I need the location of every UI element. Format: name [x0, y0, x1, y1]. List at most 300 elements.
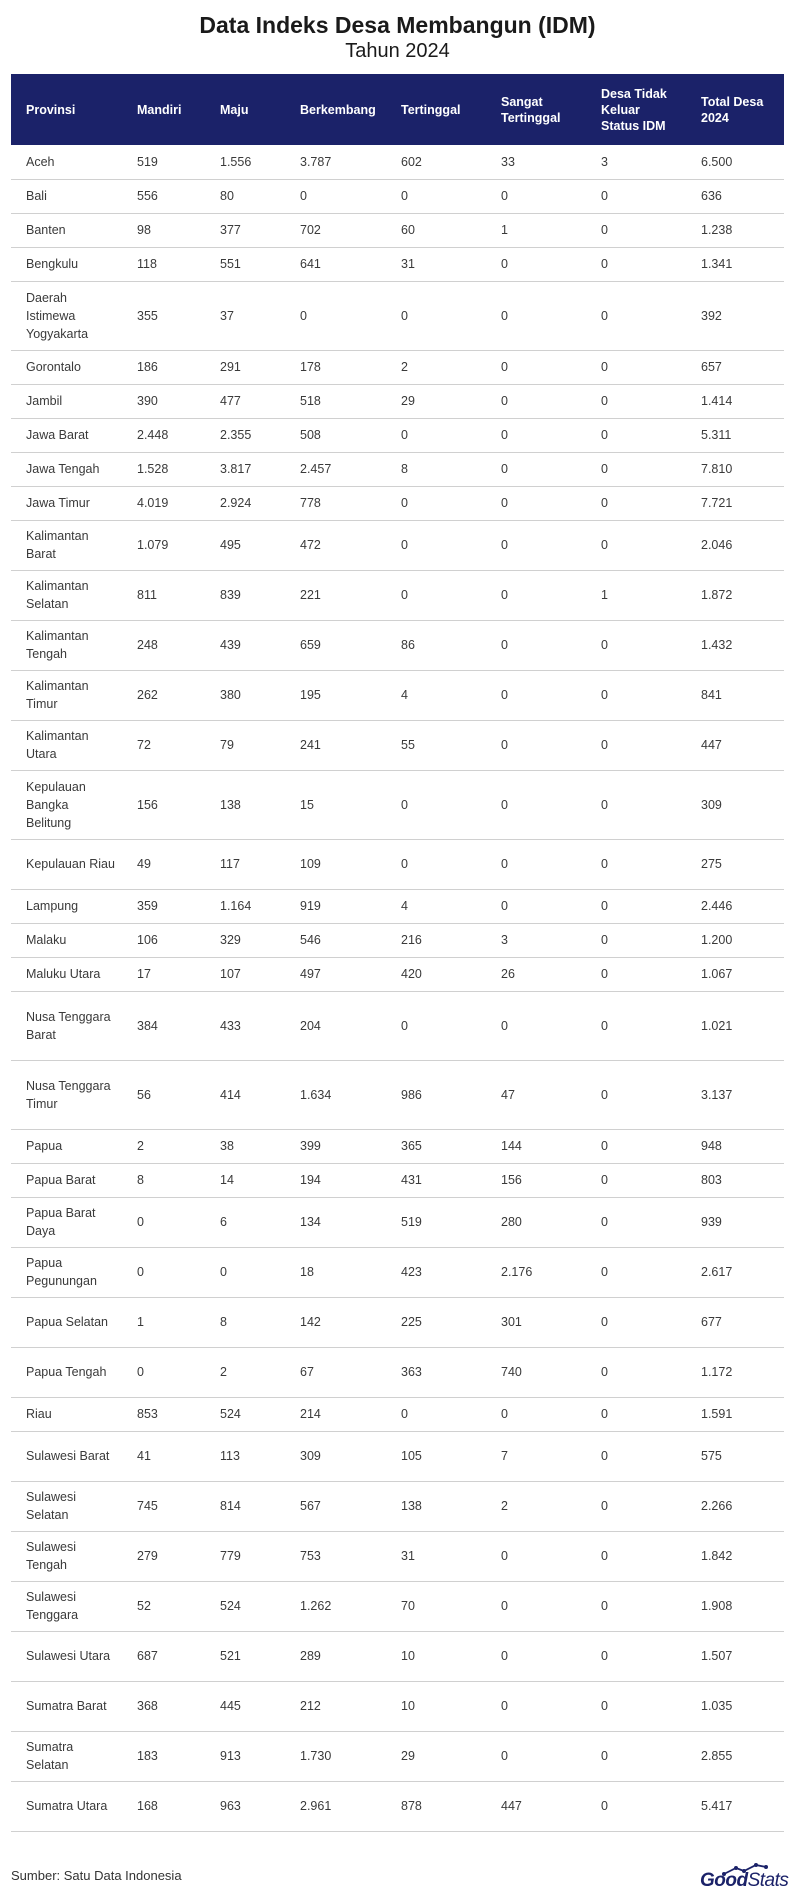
table-row — [11, 991, 784, 1060]
value-cell: 2 — [486, 1481, 586, 1531]
value-cell: 3.787 — [285, 145, 386, 179]
value-cell: 60 — [386, 213, 486, 247]
province-cell: Papua — [11, 1129, 122, 1163]
value-cell: 0 — [586, 418, 686, 452]
value-cell: 7 — [486, 1431, 586, 1481]
province-cell: Kalimantan Barat — [11, 520, 122, 570]
value-cell: 1.414 — [686, 384, 784, 418]
value-cell: 0 — [586, 1781, 686, 1831]
value-cell: 29 — [386, 384, 486, 418]
province-cell: Bali — [11, 179, 122, 213]
province-cell: Nusa Tenggara Timur — [11, 1060, 122, 1129]
value-cell: 0 — [486, 486, 586, 520]
column-header: Desa Tidak Keluar Status IDM — [601, 86, 667, 133]
value-cell: 0 — [122, 1247, 205, 1297]
province-cell: Sumatra Selatan — [11, 1731, 122, 1781]
value-cell: 0 — [486, 570, 586, 620]
value-cell: 0 — [586, 486, 686, 520]
value-cell: 399 — [285, 1129, 386, 1163]
province-cell: Jawa Barat — [11, 418, 122, 452]
idm-table — [11, 74, 784, 1832]
province-cell: Sulawesi Utara — [11, 1631, 122, 1681]
value-cell: 301 — [486, 1297, 586, 1347]
value-cell: 659 — [285, 620, 386, 670]
value-cell: 1.507 — [686, 1631, 784, 1681]
value-cell: 2.176 — [486, 1247, 586, 1297]
table-row — [11, 1297, 784, 1347]
value-cell: 0 — [386, 179, 486, 213]
table-row — [11, 1681, 784, 1731]
value-cell: 0 — [586, 1731, 686, 1781]
value-cell: 0 — [122, 1347, 205, 1397]
value-cell: 214 — [285, 1397, 386, 1431]
province-cell: Kalimantan Selatan — [11, 570, 122, 620]
value-cell: 702 — [285, 213, 386, 247]
value-cell: 7.810 — [686, 452, 784, 486]
value-cell: 0 — [486, 281, 586, 350]
value-cell: 0 — [586, 991, 686, 1060]
province-cell: Kepulauan Riau — [11, 839, 122, 889]
value-cell: 1.067 — [686, 957, 784, 991]
value-cell: 31 — [386, 247, 486, 281]
value-cell: 262 — [122, 670, 205, 720]
logo-text-bold: Good — [700, 1870, 748, 1891]
value-cell: 225 — [386, 1297, 486, 1347]
value-cell: 1.079 — [122, 520, 205, 570]
value-cell: 5.417 — [686, 1781, 784, 1831]
province-cell: Riau — [11, 1397, 122, 1431]
value-cell: 0 — [486, 1631, 586, 1681]
province-cell: Sulawesi Selatan — [11, 1481, 122, 1531]
province-cell: Nusa Tenggara Barat — [11, 991, 122, 1060]
value-cell: 0 — [486, 1581, 586, 1631]
value-cell: 0 — [486, 770, 586, 839]
value-cell: 1.634 — [285, 1060, 386, 1129]
value-cell: 779 — [205, 1531, 285, 1581]
value-cell: 814 — [205, 1481, 285, 1531]
value-cell: 414 — [205, 1060, 285, 1129]
value-cell: 195 — [285, 670, 386, 720]
value-cell: 1.172 — [686, 1347, 784, 1397]
value-cell: 168 — [122, 1781, 205, 1831]
value-cell: 2 — [122, 1129, 205, 1163]
value-cell: 86 — [386, 620, 486, 670]
value-cell: 1.556 — [205, 145, 285, 179]
value-cell: 811 — [122, 570, 205, 620]
value-cell: 194 — [285, 1163, 386, 1197]
value-cell: 524 — [205, 1397, 285, 1431]
value-cell: 377 — [205, 213, 285, 247]
value-cell: 986 — [386, 1060, 486, 1129]
value-cell: 508 — [285, 418, 386, 452]
value-cell: 380 — [205, 670, 285, 720]
value-cell: 641 — [285, 247, 386, 281]
value-cell: 4.019 — [122, 486, 205, 520]
table-header — [11, 74, 784, 145]
value-cell: 0 — [586, 350, 686, 384]
value-cell: 1.200 — [686, 923, 784, 957]
column-header: Berkembang — [300, 102, 376, 117]
value-cell: 2.924 — [205, 486, 285, 520]
province-cell: Papua Barat Daya — [11, 1197, 122, 1247]
value-cell: 447 — [686, 720, 784, 770]
value-cell: 1 — [122, 1297, 205, 1347]
value-cell: 0 — [486, 1681, 586, 1731]
value-cell: 1.872 — [686, 570, 784, 620]
value-cell: 1.262 — [285, 1581, 386, 1631]
value-cell: 118 — [122, 247, 205, 281]
table-row — [11, 418, 784, 452]
column-header: Tertinggal — [401, 102, 461, 117]
table-row — [11, 350, 784, 384]
table-row — [11, 1731, 784, 1781]
value-cell: 0 — [486, 839, 586, 889]
chart-subtitle: Tahun 2024 — [345, 40, 450, 62]
table-row — [11, 670, 784, 720]
province-cell: Sumatra Utara — [11, 1781, 122, 1831]
value-cell: 0 — [586, 1681, 686, 1731]
value-cell: 472 — [285, 520, 386, 570]
value-cell: 1.842 — [686, 1531, 784, 1581]
value-cell: 0 — [586, 1431, 686, 1481]
value-cell: 0 — [486, 1397, 586, 1431]
value-cell: 519 — [122, 145, 205, 179]
value-cell: 3 — [586, 145, 686, 179]
value-cell: 0 — [486, 247, 586, 281]
value-cell: 657 — [686, 350, 784, 384]
table-row — [11, 1163, 784, 1197]
value-cell: 3.817 — [205, 452, 285, 486]
value-cell: 803 — [686, 1163, 784, 1197]
value-cell: 0 — [586, 520, 686, 570]
value-cell: 0 — [586, 1397, 686, 1431]
value-cell: 0 — [386, 520, 486, 570]
value-cell: 0 — [386, 486, 486, 520]
value-cell: 677 — [686, 1297, 784, 1347]
value-cell: 0 — [386, 418, 486, 452]
value-cell: 0 — [285, 179, 386, 213]
table-row — [11, 1347, 784, 1397]
value-cell: 740 — [486, 1347, 586, 1397]
value-cell: 0 — [586, 213, 686, 247]
value-cell: 18 — [285, 1247, 386, 1297]
value-cell: 575 — [686, 1431, 784, 1481]
table-row — [11, 1481, 784, 1531]
value-cell: 1 — [486, 213, 586, 247]
value-cell: 1.591 — [686, 1397, 784, 1431]
table-row — [11, 213, 784, 247]
value-cell: 1.021 — [686, 991, 784, 1060]
value-cell: 14 — [205, 1163, 285, 1197]
value-cell: 0 — [486, 889, 586, 923]
value-cell: 279 — [122, 1531, 205, 1581]
value-cell: 495 — [205, 520, 285, 570]
value-cell: 138 — [205, 770, 285, 839]
province-cell: Malaku — [11, 923, 122, 957]
value-cell: 309 — [285, 1431, 386, 1481]
value-cell: 289 — [285, 1631, 386, 1681]
table-row — [11, 384, 784, 418]
table-row — [11, 486, 784, 520]
province-cell: Jawa Tengah — [11, 452, 122, 486]
value-cell: 0 — [586, 1163, 686, 1197]
value-cell: 107 — [205, 957, 285, 991]
province-cell: Papua Tengah — [11, 1347, 122, 1397]
value-cell: 15 — [285, 770, 386, 839]
table-row — [11, 179, 784, 213]
value-cell: 10 — [386, 1681, 486, 1731]
value-cell: 963 — [205, 1781, 285, 1831]
table-row — [11, 620, 784, 670]
value-cell: 329 — [205, 923, 285, 957]
goodstats-logo — [700, 1862, 788, 1892]
value-cell: 0 — [205, 1247, 285, 1297]
value-cell: 49 — [122, 839, 205, 889]
value-cell: 2.266 — [686, 1481, 784, 1531]
value-cell: 0 — [486, 418, 586, 452]
province-cell: Jawa Timur — [11, 486, 122, 520]
value-cell: 280 — [486, 1197, 586, 1247]
table-row — [11, 1781, 784, 1831]
table-row — [11, 720, 784, 770]
value-cell: 4 — [386, 889, 486, 923]
column-header: Provinsi — [26, 102, 76, 117]
value-cell: 0 — [386, 839, 486, 889]
chart-title: Data Indeks Desa Membangun (IDM) — [199, 12, 596, 38]
value-cell: 0 — [586, 957, 686, 991]
value-cell: 0 — [486, 1731, 586, 1781]
value-cell: 26 — [486, 957, 586, 991]
logo-text-light: Stats — [747, 1870, 789, 1891]
value-cell: 359 — [122, 889, 205, 923]
value-cell: 913 — [205, 1731, 285, 1781]
value-cell: 524 — [205, 1581, 285, 1631]
province-cell: Bengkulu — [11, 247, 122, 281]
value-cell: 439 — [205, 620, 285, 670]
value-cell: 423 — [386, 1247, 486, 1297]
value-cell: 8 — [386, 452, 486, 486]
value-cell: 445 — [205, 1681, 285, 1731]
value-cell: 2.457 — [285, 452, 386, 486]
table-row — [11, 889, 784, 923]
value-cell: 551 — [205, 247, 285, 281]
value-cell: 0 — [486, 520, 586, 570]
value-cell: 29 — [386, 1731, 486, 1781]
table-row — [11, 1197, 784, 1247]
value-cell: 567 — [285, 1481, 386, 1531]
value-cell: 0 — [586, 1481, 686, 1531]
value-cell: 221 — [285, 570, 386, 620]
value-cell: 248 — [122, 620, 205, 670]
value-cell: 2.961 — [285, 1781, 386, 1831]
value-cell: 392 — [686, 281, 784, 350]
value-cell: 384 — [122, 991, 205, 1060]
value-cell: 117 — [205, 839, 285, 889]
value-cell: 687 — [122, 1631, 205, 1681]
value-cell: 878 — [386, 1781, 486, 1831]
value-cell: 106 — [122, 923, 205, 957]
province-cell: Lampung — [11, 889, 122, 923]
table-row — [11, 1631, 784, 1681]
column-header: Sangat Tertinggal — [501, 94, 561, 125]
table-row — [11, 1397, 784, 1431]
table-row — [11, 1581, 784, 1631]
table-row — [11, 1129, 784, 1163]
value-cell: 948 — [686, 1129, 784, 1163]
province-cell: Sulawesi Tenggara — [11, 1581, 122, 1631]
value-cell: 183 — [122, 1731, 205, 1781]
value-cell: 497 — [285, 957, 386, 991]
value-cell: 7.721 — [686, 486, 784, 520]
value-cell: 186 — [122, 350, 205, 384]
province-cell: Banten — [11, 213, 122, 247]
value-cell: 0 — [486, 991, 586, 1060]
value-cell: 56 — [122, 1060, 205, 1129]
header-row — [11, 74, 784, 145]
value-cell: 204 — [285, 991, 386, 1060]
value-cell: 0 — [386, 991, 486, 1060]
value-cell: 17 — [122, 957, 205, 991]
value-cell: 0 — [285, 281, 386, 350]
value-cell: 4 — [386, 670, 486, 720]
table-body — [11, 145, 784, 1831]
value-cell: 0 — [486, 384, 586, 418]
value-cell: 0 — [586, 889, 686, 923]
value-cell: 0 — [586, 1631, 686, 1681]
value-cell: 52 — [122, 1581, 205, 1631]
value-cell: 0 — [586, 1581, 686, 1631]
value-cell: 8 — [122, 1163, 205, 1197]
province-cell: Sulawesi Barat — [11, 1431, 122, 1481]
value-cell: 1.164 — [205, 889, 285, 923]
value-cell: 0 — [586, 247, 686, 281]
value-cell: 113 — [205, 1431, 285, 1481]
value-cell: 0 — [486, 670, 586, 720]
value-cell: 0 — [486, 720, 586, 770]
value-cell: 0 — [586, 281, 686, 350]
value-cell: 241 — [285, 720, 386, 770]
province-cell: Kepulauan Bangka Belitung — [11, 770, 122, 839]
value-cell: 0 — [586, 620, 686, 670]
value-cell: 5.311 — [686, 418, 784, 452]
value-cell: 355 — [122, 281, 205, 350]
province-cell: Papua Barat — [11, 1163, 122, 1197]
province-cell: Maluku Utara — [11, 957, 122, 991]
value-cell: 939 — [686, 1197, 784, 1247]
value-cell: 98 — [122, 213, 205, 247]
value-cell: 0 — [586, 1247, 686, 1297]
value-cell: 8 — [205, 1297, 285, 1347]
table-row — [11, 145, 784, 179]
value-cell: 0 — [486, 1531, 586, 1581]
province-cell: Daerah Istimewa Yogyakarta — [11, 281, 122, 350]
value-cell: 0 — [586, 384, 686, 418]
province-cell: Gorontalo — [11, 350, 122, 384]
value-cell: 3 — [486, 923, 586, 957]
value-cell: 778 — [285, 486, 386, 520]
value-cell: 0 — [586, 1197, 686, 1247]
value-cell: 390 — [122, 384, 205, 418]
value-cell: 0 — [386, 281, 486, 350]
value-cell: 602 — [386, 145, 486, 179]
value-cell: 0 — [586, 1347, 686, 1397]
value-cell: 6 — [205, 1197, 285, 1247]
value-cell: 2 — [386, 350, 486, 384]
value-cell: 521 — [205, 1631, 285, 1681]
value-cell: 0 — [386, 1397, 486, 1431]
value-cell: 839 — [205, 570, 285, 620]
table-row — [11, 839, 784, 889]
value-cell: 519 — [386, 1197, 486, 1247]
value-cell: 433 — [205, 991, 285, 1060]
value-cell: 72 — [122, 720, 205, 770]
value-cell: 31 — [386, 1531, 486, 1581]
value-cell: 2.446 — [686, 889, 784, 923]
value-cell: 363 — [386, 1347, 486, 1397]
value-cell: 0 — [386, 570, 486, 620]
value-cell: 0 — [586, 1060, 686, 1129]
value-cell: 0 — [486, 452, 586, 486]
source-note: Sumber: Satu Data Indonesia — [11, 1868, 182, 1883]
value-cell: 420 — [386, 957, 486, 991]
province-cell: Jambil — [11, 384, 122, 418]
value-cell: 1.341 — [686, 247, 784, 281]
value-cell: 33 — [486, 145, 586, 179]
value-cell: 2.355 — [205, 418, 285, 452]
province-cell: Kalimantan Utara — [11, 720, 122, 770]
table-row — [11, 281, 784, 350]
value-cell: 447 — [486, 1781, 586, 1831]
value-cell: 518 — [285, 384, 386, 418]
value-cell: 105 — [386, 1431, 486, 1481]
table-row — [11, 1431, 784, 1481]
value-cell: 156 — [486, 1163, 586, 1197]
value-cell: 41 — [122, 1431, 205, 1481]
value-cell: 431 — [386, 1163, 486, 1197]
value-cell: 79 — [205, 720, 285, 770]
value-cell: 55 — [386, 720, 486, 770]
value-cell: 1.432 — [686, 620, 784, 670]
value-cell: 0 — [586, 923, 686, 957]
value-cell: 142 — [285, 1297, 386, 1347]
province-cell: Aceh — [11, 145, 122, 179]
value-cell: 0 — [586, 179, 686, 213]
logo-text — [700, 1870, 788, 1892]
value-cell: 67 — [285, 1347, 386, 1397]
province-cell: Papua Selatan — [11, 1297, 122, 1347]
value-cell: 841 — [686, 670, 784, 720]
value-cell: 1.528 — [122, 452, 205, 486]
column-header: Maju — [220, 102, 249, 117]
value-cell: 47 — [486, 1060, 586, 1129]
value-cell: 0 — [586, 452, 686, 486]
value-cell: 138 — [386, 1481, 486, 1531]
value-cell: 1.730 — [285, 1731, 386, 1781]
value-cell: 556 — [122, 179, 205, 213]
province-cell: Sulawesi Tengah — [11, 1531, 122, 1581]
value-cell: 1.908 — [686, 1581, 784, 1631]
value-cell: 0 — [586, 1531, 686, 1581]
province-cell: Kalimantan Tengah — [11, 620, 122, 670]
province-cell: Sumatra Barat — [11, 1681, 122, 1731]
value-cell: 0 — [122, 1197, 205, 1247]
value-cell: 216 — [386, 923, 486, 957]
value-cell: 919 — [285, 889, 386, 923]
value-cell: 291 — [205, 350, 285, 384]
value-cell: 477 — [205, 384, 285, 418]
column-header: Total Desa 2024 — [701, 94, 764, 125]
value-cell: 0 — [586, 720, 686, 770]
